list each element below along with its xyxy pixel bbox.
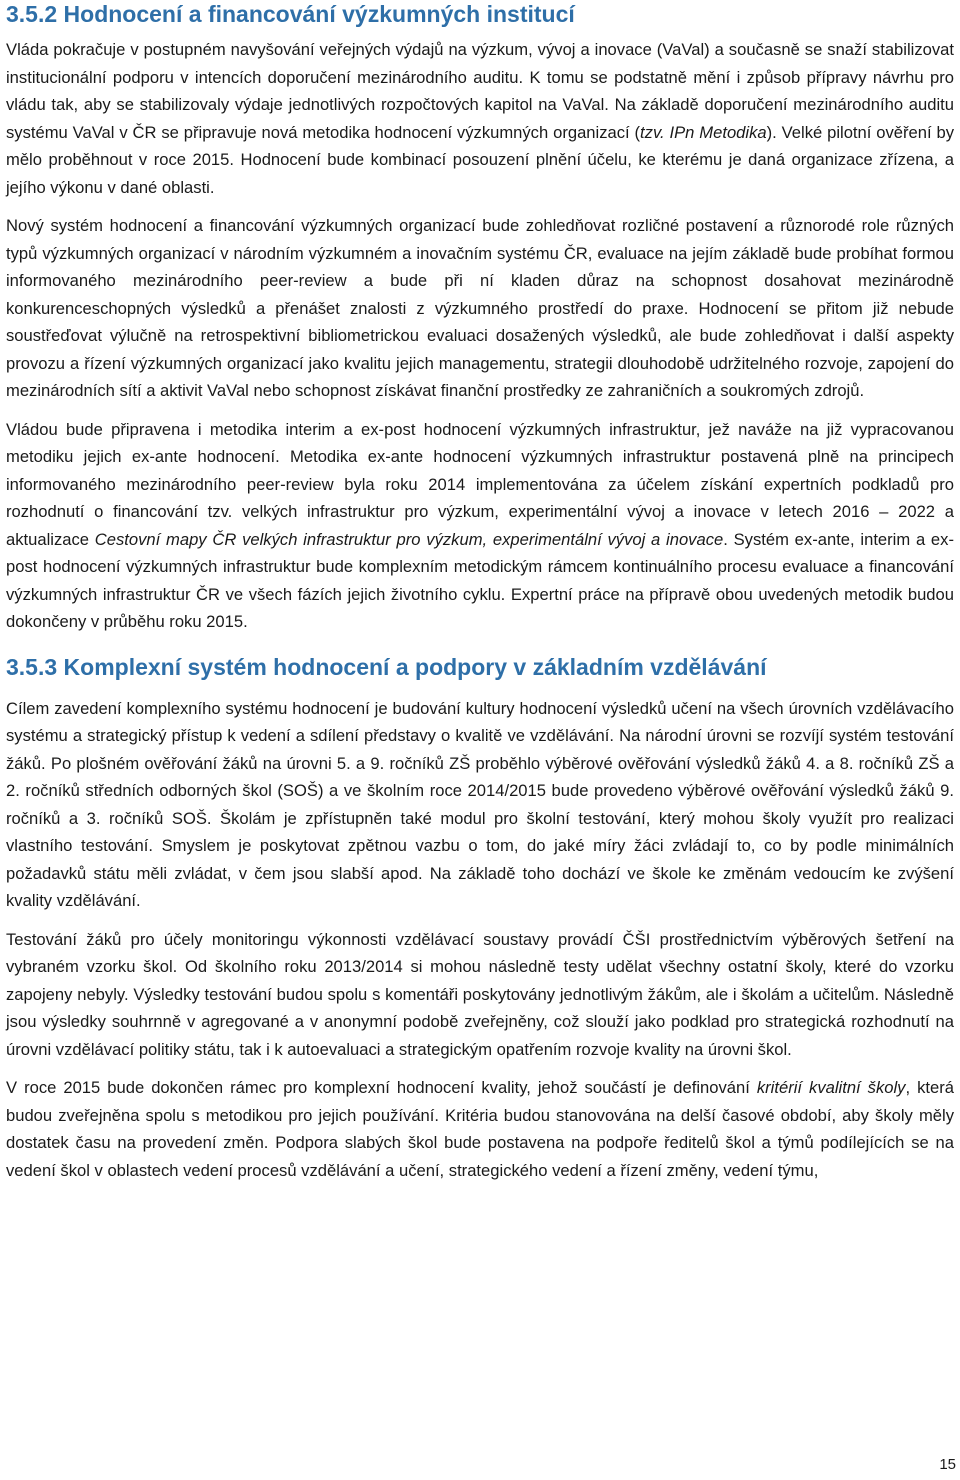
paragraph-vavai-funding (6, 36, 954, 201)
paragraph-text: . Systém ex-ante, interim a ex-post hodnocení výzkumných infrastruktur bude komplexním metodickým rámcem kontinuálního procesu evaluace a financování výzkumných infrastruktur ČR ve všech fázích jejich životního cyklu. Expertní práce na přípravě obou uvedených metodik budou dokončeny v průběhu roku 2015. (6, 529, 954, 631)
italic-term-quality-criteria: kritérií kvalitní školy (756, 1078, 906, 1097)
paragraph-evaluation-culture: Cílem zavedení komplexního systému hodnocení je budování kultury hodnocení výsledků učení na všech úrovních vzdělávacího systému a strategický přístup k vedení a sdílení představy o kvalitě ve vzdělávání. Na národní úrovni se rozvíjí systém testování žáků. Po plošném ověřování žáků na úrovni 5. a 9. ročníků ZŠ proběhlo výběrové ověřování výsledků žáků 4. a 8. ročníků ZŠ a 2. ročníků středních odborných škol (SOŠ) a ve školním roce 2014/2015 bude provedeno výběrové ověřování výsledků žáků 9. ročníků a 3. ročníků SOŠ. Školám je zpřístupněn také modul pro školní testování, který mohou školy využít pro realizaci vlastního testování. Smyslem je poskytovat zpětnou vazbu o tom, do jaké míry žáci zvládají to, co by podle minimálních požadavků státu měli zvládat, v čem jsou slabší apod. Na základě toho dochází ve škole ke změnám vedoucím ke zvýšení kvality vzdělávání. (6, 698, 954, 910)
section-heading-3-5-2: 3.5.2 Hodnocení a financování výzkumných institucí (6, 1, 575, 27)
paragraph-text: ). Velké pilotní ověření by mělo proběhnout v roce 2015. Hodnocení bude kombinací posouzení plnění účelu, ke kterému je daná organizace zřízena, a jejího výkonu v dané oblasti. (6, 122, 954, 197)
paragraph-text: , která budou zveřejněna spolu s metodikou pro jejich používání. Kritéria budou stanovována na delší časové období, aby školy měly dostatek času na provedení změn. Podpora slabých škol bude postavena na podpoře ředitelů škol a týmů podílejících se na vedení škol v oblastech vedení procesů vzdělávání a učení, strategického vedení a řízení změny, vedení týmu, (6, 1078, 954, 1180)
document-page (6, 0, 954, 1184)
italic-term-ipn-metodika: tzv. IPn Metodika (640, 122, 767, 142)
paragraph-text: Vládou bude připravena i metodika interim a ex-post hodnocení výzkumných infrastruktur, jež naváže na již vypracovanou metodiku jejich ex-ante hodnocení. Metodika ex-ante hodnocení výzkumných infrastruktur postavená plně na principech informovaného mezinárodního peer-review byla roku 2014 implementována za účelem získání expertních podkladů pro rozhodnutí o financování tzv. velkých infrastruktur pro výzkum, experimentální vývoj a inovace v letech 2016 – 2022 a aktualizace (6, 419, 954, 549)
paragraph-csi-testing: Testování žáků pro účely monitoringu výkonnosti vzdělávací soustavy provádí ČŠI prostřednictvím výběrových šetření na vybraném vzorku škol. Od školního roku 2013/2014 si mohou následně testy udělat všechny ostatní školy, které do vzorku zapojeny nebyly. Výsledky testování budou spolu s komentáři poskytovány jednotlivým žákům, ale i školám a učitelům. Následně jsou výsledky souhrnně v agregované a v anonymní podobě zveřejněny, což slouží jako podklad pro strategická rozhodnutí na úrovni vzdělávací politiky státu, tak i k autoevaluaci a strategickým opatřením rozvoje kvality na úrovni škol. (6, 929, 954, 1059)
paragraph-text: Vláda pokračuje v postupném navyšování veřejných výdajů na výzkum, vývoj a inovace (VaVal) a současně se snaží stabilizovat institucionální podporu v intencích doporučení mezinárodního auditu. K tomu se podstatně mění i způsob přípravy návrhu pro vládu tak, aby se stabilizovaly výdaje jednotlivých rozpočtových kapitol na VaVal. Na základě doporučení mezinárodního auditu systému VaVal v ČR se připravuje nová metodika hodnocení výzkumných organizací ( (6, 40, 954, 142)
page-number: 15 (939, 1456, 956, 1473)
paragraph-text: V roce 2015 bude dokončen rámec pro komplexní hodnocení kvality, jehož součástí je definování (6, 1078, 757, 1097)
paragraph-infrastructure-methodology (6, 416, 954, 636)
italic-term-roadmap: Cestovní mapy ČR velkých infrastruktur pro výzkum, experimentální vývoj a inovace (94, 529, 724, 549)
section-heading-3-5-3: 3.5.3 Komplexní systém hodnocení a podpory v základním vzdělávání (6, 653, 767, 680)
paragraph-new-evaluation-system: Nový systém hodnocení a financování výzkumných organizací bude zohledňovat rozličné postavení a různorodé role různých typů výzkumných organizací v národním výzkumném a inovačním systému ČR, evaluace na jejím základě bude probíhat formou informovaného mezinárodního peer-review a bude při ní kladen důraz na schopnost dosahovat mezinárodně konkurenceschopných výsledků a přenášet znalosti z výzkumného prostředí do praxe. Hodnocení se přitom již nebude soustřeďovat výlučně na retrospektivní bibliometrickou evaluaci dosažených výsledků, ale bude zohledňovat i další aspekty provozu a řízení výzkumných organizací jako kvalitu jejich managementu, strategii dlouhodobě udržitelného rozvoje, zapojení do mezinárodních sítí a aktivit VaVal nebo schopnost získávat finanční prostředky ze zahraničních a soukromých zdrojů. (6, 216, 954, 400)
paragraph-quality-framework (6, 1074, 954, 1184)
